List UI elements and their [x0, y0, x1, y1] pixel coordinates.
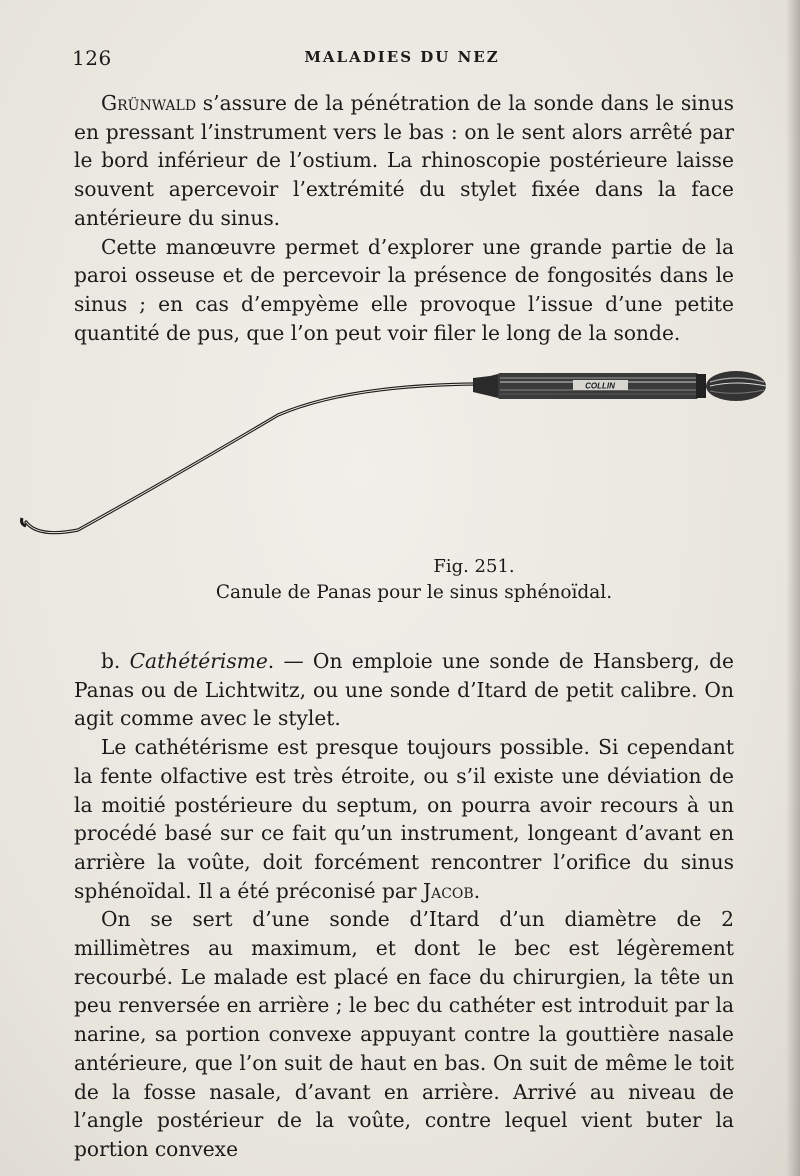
paragraph-3: [74, 733, 734, 905]
paragraph-2: Cette manœuvre permet d’explorer une grande partie de la paroi osseuse et de percevoir la présence de fongosités dans le sinus ; en cas d’empyème elle provoque l’issue d’une petite quantité de pus, que l’on peut voir filer le long de la sonde.: [74, 234, 734, 345]
text-block-bottom: [74, 647, 734, 1164]
paragraph-1: [74, 89, 734, 233]
page-number: 126: [72, 46, 112, 70]
figure-caption: Canule de Panas pour le sinus sphénoïdal.: [215, 582, 613, 603]
page-header: [72, 46, 732, 74]
maker-mark: COLLIN: [585, 381, 615, 391]
section-letter: b.: [101, 649, 130, 673]
canule-illustration: [18, 360, 778, 560]
section-paragraph: [74, 647, 734, 733]
paragraph-3-text: Le cathétérisme est presque toujours possible. Si cependant la fente olfactive est très étroite, ou s’il existe une déviation de la moitié postérieure du septum, on pourra avoir recours à un procédé basé sur ce fait qu’un instrument, longeant d’avant en arrière la voûte, doit forcément rencontrer l’orifice du sinus sphénoïdal. Il a été préconisé par: [74, 735, 734, 903]
paragraph-3-end: .: [473, 878, 481, 903]
figure-canule: [18, 360, 778, 560]
section-text: . — On emploie une sonde de Hansberg, de Panas ou de Lichtwitz, ou une sonde d’Itard de petit calibre. On agit comme avec le stylet.: [74, 649, 734, 731]
paragraph-4: On se sert d’une sonde d’Itard d’un diamètre de 2 millimètres au maximum, et dont le bec est légèrement recourbé. Le malade est placé en face du chirurgien, la tête un peu renversée en arrière ; le bec du cathéter est introduit par la narine, sa portion convexe appuyant contre la gouttière nasale antérieure, que l’on suit de haut en bas. On suit de même le toit de la fosse nasale, d’avant en arrière. Arrivé au niveau de l’angle postérieur de la voûte, contre lequel vient buter la portion convexe: [74, 907, 734, 1161]
running-head: MALADIES DU NEZ: [304, 48, 500, 66]
paragraph-1-text: s’assure de la pénétration de la sonde dans le sinus en pressant l’instrument vers le bas : on le sent alors arrêté par le bord inférieur de l’ostium. La rhinoscopie postérieure laisse souvent apercevoir l’extrémité du stylet fixée dans la face antérieure du sinus.: [74, 91, 734, 230]
figure-number: Fig. 251.: [433, 556, 515, 577]
author-name-jacob: Jacob: [423, 878, 474, 903]
page-edge-shadow: [786, 0, 800, 1176]
text-block-top: [74, 89, 734, 347]
author-name: Grünwald: [101, 91, 197, 115]
section-title: Cathétérisme: [129, 649, 268, 673]
